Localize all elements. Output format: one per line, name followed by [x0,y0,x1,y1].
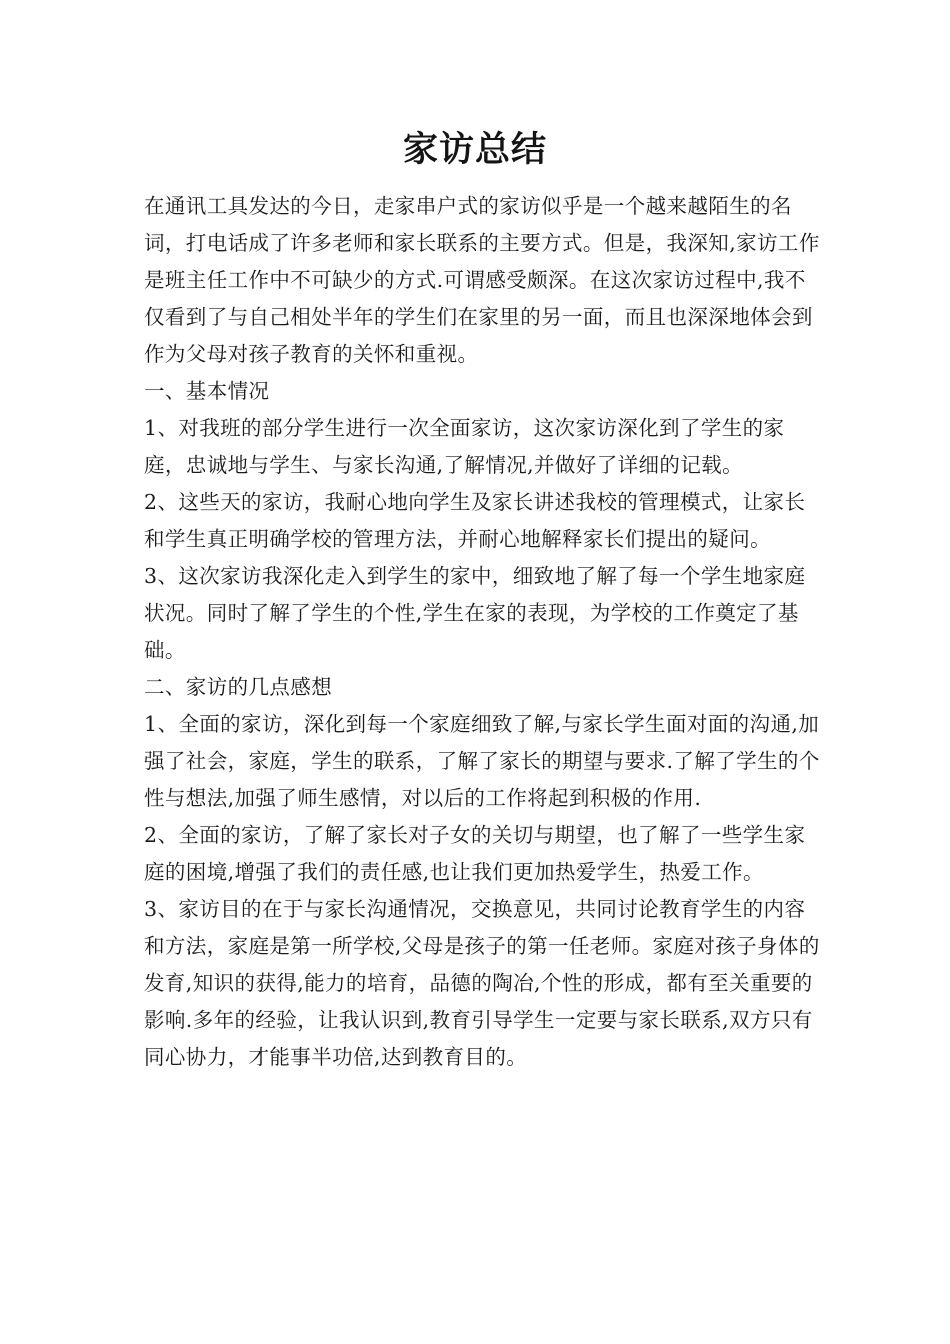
reflection-item-3: 3、家访目的在于与家长沟通情况，交换意见，共同讨论教育学生的内容和方法，家庭是第一所学校,父母是孩子的第一任老师。家庭对孩子身体的发育,知识的获得,能力的培育，品德的陶冶,个性的形成，都有至关重要的影响.多年的经验，让我认识到,教育引导学生一定要与家长联系,双方只有同心协力，才能事半功倍,达到教育目的。 [144,897,820,1069]
section-heading-reflections: 二、家访的几点感想 [144,675,333,699]
basic-item-3: 3、这次家访我深化走入到学生的家中，细致地了解了每一个学生地家庭状况。同时了解了学生的个性,学生在家的表现，为学校的工作奠定了基础。 [144,564,806,662]
reflection-item-2: 2、全面的家访，了解了家长对子女的关切与期望，也了解了一些学生家庭的困境,增强了我们的责任感,也让我们更加热爱学生，热爱工作。 [144,823,806,884]
document-title: 家访总结 [402,130,547,170]
intro-paragraph: 在通讯工具发达的今日，走家串户式的家访似乎是一个越来越陌生的名词，打电话成了许多老师和家长联系的主要方式。但是，我深知,家访工作是班主任工作中不可缺少的方式.可谓感受颇深。在这次家访过程中,我不仅看到了与自己相处半年的学生们在家里的另一面，而且也深深地体会到作为父母对孩子教育的关怀和重视。 [144,194,820,366]
basic-item-1: 1、对我班的部分学生进行一次全面家访，这次家访深化到了学生的家庭，忠诚地与学生、与家长沟通,了解情况,并做好了详细的记载。 [144,416,785,477]
basic-item-2: 2、这些天的家访，我耐心地向学生及家长讲述我校的管理模式，让家长和学生真正明确学校的管理方法，并耐心地解释家长们提出的疑问。 [144,490,806,551]
document-body [144,188,824,1076]
reflection-item-1: 1、全面的家访，深化到每一个家庭细致了解,与家长学生面对面的沟通,加强了社会，家庭，学生的联系，了解了家长的期望与要求.了解了学生的个性与想法,加强了师生感情，对以后的工作将起到积极的作用. [144,712,820,810]
section-heading-basic-situation: 一、基本情况 [144,379,270,403]
